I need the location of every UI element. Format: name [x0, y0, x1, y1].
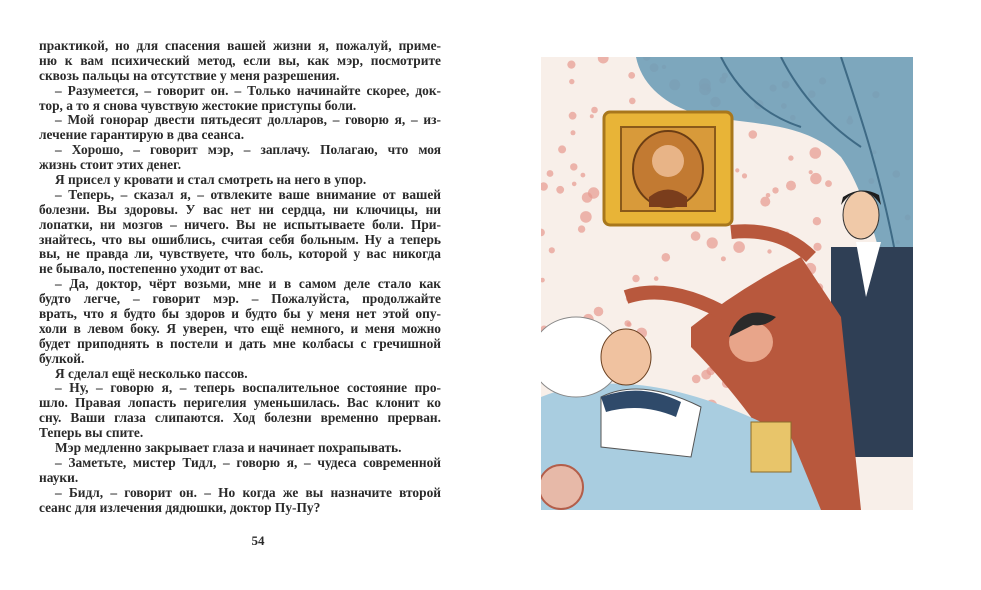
text-line: сквозь пальцы на отсутствие у меня разрешения. — [39, 67, 340, 83]
wallpaper-flower — [628, 72, 635, 79]
text-line: – Да, доктор, чёрт возьми, мне и в самом деле стало как — [55, 276, 441, 292]
wallpaper-flower — [813, 217, 821, 225]
wallpaper-flower — [760, 197, 770, 207]
wallpaper-flower — [733, 241, 745, 253]
wallpaper-flower — [788, 155, 793, 160]
wallpaper-flower — [767, 249, 771, 253]
wallpaper-flower — [567, 61, 575, 69]
wallpaper-flower — [578, 225, 585, 232]
wallpaper-flower — [707, 237, 718, 248]
text-line: – Ну, – говорю я, – теперь воспалительное состояние про- — [55, 380, 441, 396]
text-line: врать, что я будто бы здоров и будто бы у меня нет этой опу- — [39, 306, 441, 322]
wallpaper-flower — [549, 247, 555, 253]
wallpaper-flower — [742, 173, 747, 178]
wallpaper-flower — [692, 375, 701, 384]
text-line: – Хорошо, – говорит мэр, – заплачу. Полагаю, что моя — [55, 142, 441, 158]
wallpaper-flower — [569, 112, 577, 120]
text-line: знайтесь, что вы ошиблись, считая себя больным. Ну а теперь — [39, 231, 441, 247]
wallpaper-flower — [572, 182, 577, 187]
wallpaper-flower — [624, 320, 630, 326]
text-line: – Теперь, – сказал я, – отвлеките ваше внимание от вашей — [55, 186, 441, 202]
text-page — [39, 39, 441, 516]
wallpaper-flower — [571, 130, 576, 135]
wallpaper-flower — [691, 231, 701, 241]
text-line: – Разумеется, – говорит он. – Только начинайте скорее, док- — [55, 82, 441, 98]
text-line: тор, а то я снова чувствую жестокие приступы боли. — [39, 97, 357, 113]
wallpaper-flower — [632, 275, 639, 282]
wallpaper-flower — [629, 98, 636, 105]
wallpaper-flower — [825, 180, 832, 187]
wallpaper-flower — [813, 243, 821, 251]
text-line: будет приподнять в постели и дать мне колбасы с гречишной — [39, 335, 441, 351]
text-line: – Заметьте, мистер Тидл, – говорю я, – чудеса современной — [55, 454, 441, 470]
wallpaper-flower — [547, 170, 554, 177]
illustration — [541, 57, 913, 510]
wallpaper-flower — [749, 130, 758, 139]
text-line: лечение гарантирую в два сеанса. — [39, 127, 245, 143]
text-line: будто легче, – говорит мэр. – Пожалуйста, продолжайте — [39, 291, 441, 307]
wallpaper-flower — [662, 253, 671, 262]
wallpaper-flower — [569, 79, 574, 84]
wallpaper-flower — [558, 145, 566, 153]
wallpaper-flower — [810, 147, 822, 159]
text-line: жизнь стоит этих денег. — [39, 157, 182, 173]
text-line: Я присел у кровати и стал смотреть на него в упор. — [55, 172, 367, 188]
text-line: болезни. Вы здоровы. У вас нет ни сердца, ни ключицы, ни — [39, 201, 441, 217]
text-line: булкой. — [39, 350, 85, 366]
wallpaper-flower — [556, 186, 564, 194]
wallpaper-flower — [809, 170, 813, 174]
wallpaper-flower — [590, 114, 594, 118]
text-line: Теперь вы спите. — [39, 425, 144, 441]
wallpaper-flower — [772, 187, 778, 193]
wallpaper-flower — [721, 256, 726, 261]
wallpaper-flower — [786, 181, 796, 191]
text-line: сеанс для излечения дядюшки, доктор Пу-Пу? — [39, 499, 321, 515]
text-line: Мэр медленно закрывает глаза и начинает похрапывать. — [55, 440, 402, 456]
wallpaper-flower — [581, 173, 586, 178]
wallpaper-flower — [588, 187, 599, 198]
text-line: практикой, но для спасения вашей жизни я, пожалуй, приме- — [39, 38, 441, 53]
wallpaper-flower — [766, 193, 771, 198]
text-line: Я сделал ещё несколько пассов. — [55, 365, 248, 381]
wallpaper-flower — [810, 173, 821, 184]
text-line: лопатки, ни мозгов – ничего. Вы не испытываете боли. При- — [39, 216, 441, 232]
text-line: науки. — [39, 469, 79, 485]
text-line: не бывало, постепенно уходит от вас. — [39, 261, 264, 277]
text-line: – Бидл, – говорит он. – Но когда же вы назначите второй — [55, 484, 441, 500]
text-line: ню к вам психический метод, если вы, как мэр, посмотрите — [39, 52, 441, 68]
nightstand — [751, 422, 791, 472]
portrait-face — [652, 145, 684, 177]
text-line: – Мой гонорар двести пятьдесят долларов, – говорю я, – из- — [55, 112, 441, 128]
wallpaper-flower — [701, 370, 711, 380]
wallpaper-flower — [580, 211, 592, 223]
text-line: сну. Ваши глаза слипаются. Ход болезни временно прерван. — [39, 410, 441, 426]
text-line: шло. Правая лопасть перигелия уменьшилась. Вас клонит ко — [39, 395, 441, 411]
wallpaper-flower — [570, 163, 577, 170]
text-line: вы, не правда ли, чувствуете, что боль, которой у вас никогда — [39, 246, 441, 262]
wallpaper-flower — [594, 307, 604, 317]
wallpaper-flower — [735, 168, 739, 172]
portrait-frame — [604, 112, 732, 225]
page-number: 54 — [251, 533, 265, 548]
wallpaper-flower — [654, 276, 659, 281]
text-line: холи в левом боку. Я уверен, что ещё немного, и меня можно — [39, 320, 441, 336]
wallpaper-flower — [591, 107, 598, 114]
